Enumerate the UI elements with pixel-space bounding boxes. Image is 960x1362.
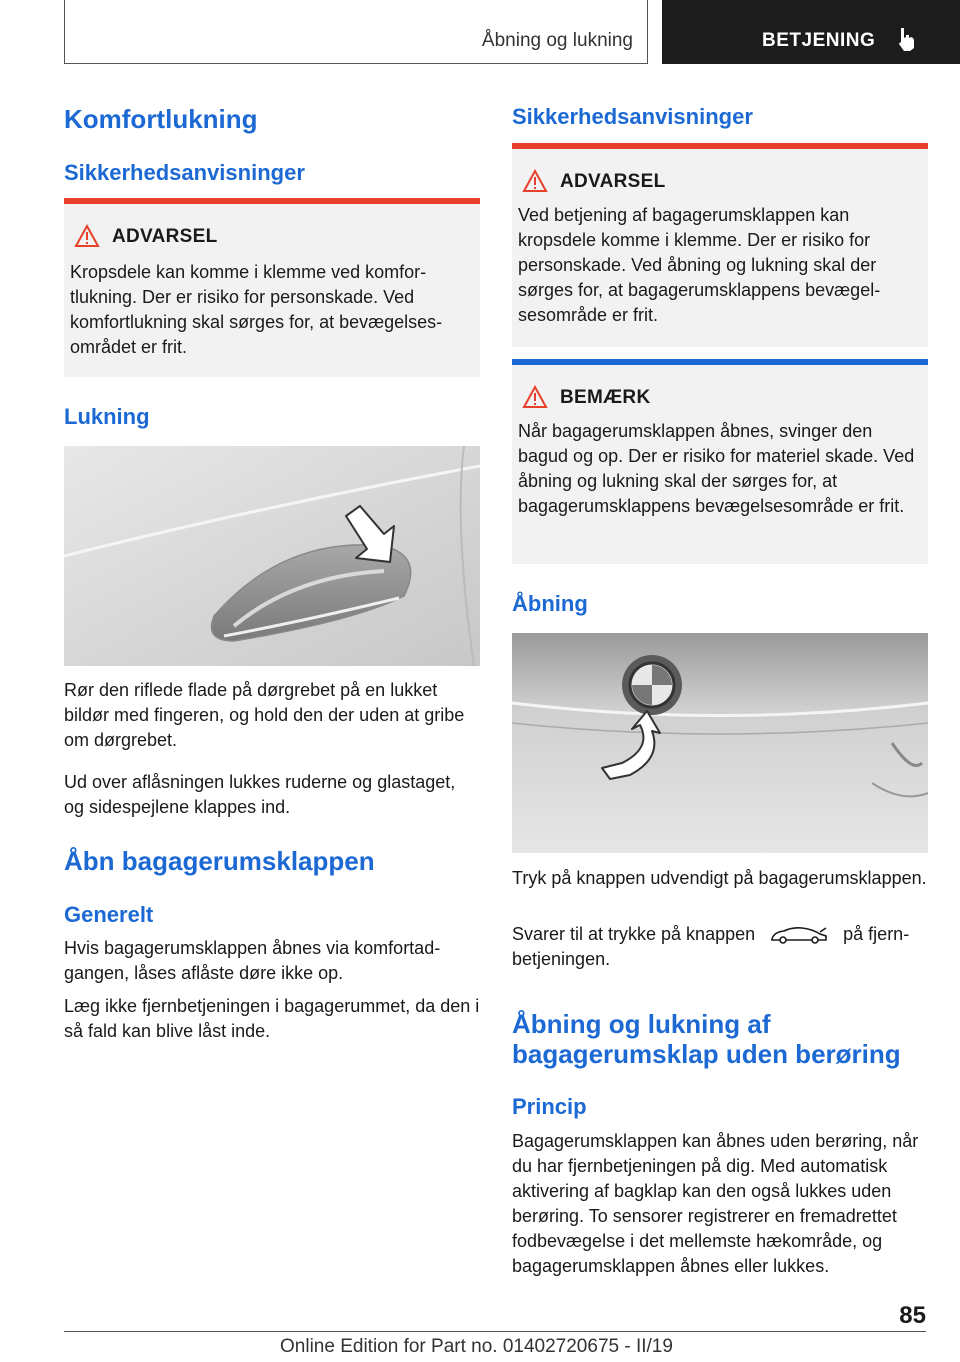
opening-text-2: [512, 922, 928, 972]
safety-heading-right: Sikkerhedsanvisninger: [512, 104, 753, 129]
touchless-heading-line-1: Åbning og lukning af: [512, 1009, 771, 1039]
hand-pointer-icon: [896, 26, 918, 52]
notice-bar: [512, 359, 928, 365]
general-text-1: Hvis bagagerumsklappen åbnes via komfortadgangen, låses aflåste døre ikke op.: [64, 938, 441, 983]
open-trunk-heading: Åbn bagagerumsklappen: [64, 846, 375, 876]
opening-text-2-a: Svarer til at trykke på knappen: [512, 924, 756, 944]
closing-text-2: Ud over aflåsningen lukkes ruderne og glastaget, og sidespejlene klappes ind.: [64, 772, 456, 817]
warning-title: ADVARSEL: [560, 171, 666, 192]
notice-text: Når bagagerumsklappen åbnes, svinger den bagud og op. Der er risiko for materiel skade. Ved åbning og lukning skal der sørges for, at bagagerumsklappens bevægelsesområde er frit.: [518, 421, 915, 516]
closing-text-1: Rør den riflede flade på dørgrebet på en lukket bildør med fingeren, og hold den der uden at gribe om dørgrebet.: [64, 680, 465, 750]
warning-title: ADVARSEL: [112, 226, 218, 247]
notice-box: [512, 359, 928, 564]
trunk-button-figure: [512, 633, 928, 853]
warning-triangle-icon: [522, 169, 548, 193]
komfortlukning-heading: Komfortlukning: [64, 104, 258, 134]
warning-box-left: [64, 198, 480, 377]
page-number: 85: [899, 1302, 926, 1329]
footer-rule: [64, 1331, 926, 1332]
notice-triangle-icon: [522, 385, 548, 409]
general-text-2: Læg ikke fjernbetjeningen i bagagerummet, da den i så fald kan blive låst inde.: [64, 996, 480, 1041]
header-chapter-label: BETJENING: [762, 30, 876, 51]
edition-info: Online Edition for Part no. 01402720675 - II/19: [280, 1336, 673, 1357]
door-handle-figure: [64, 446, 480, 666]
door-handle-illustration: [64, 446, 480, 666]
trunk-button-illustration: [512, 633, 928, 853]
principle-text: Bagagerumsklappen kan åbnes uden berøring, når du har fjernbetjeningen på dig. Med automatisk aktivering af bagklap kan den også lukkes uden berøring. To sensorer registrerer en fremadrettet fodbevægelse i det mellemste hækområde, og bagagerumsklappen åbnes eller lukkes.: [512, 1131, 919, 1276]
general-heading: Generelt: [64, 902, 154, 927]
notice-title: BEMÆRK: [560, 387, 651, 408]
touchless-heading: [512, 1009, 901, 1069]
lukning-heading: Lukning: [64, 404, 150, 429]
warning-bar: [64, 198, 480, 204]
aabning-heading: Åbning: [512, 591, 588, 616]
opening-text-1: Tryk på knappen udvendigt på bagagerumsklappen.: [512, 868, 927, 888]
warning-text: Ved betjening af bagagerumsklappen kan kropsdele komme i klemme. Der er risiko for personskade. Ved åbning og lukning skal der sørges for, at bagagerumsklappens bevægelsesområde er frit.: [518, 205, 881, 325]
warning-text: Kropsdele kan komme i klemme ved komfortlukning. Der er risiko for personskade. Ved komfortlukning skal sørges for, at bevægelsesområdet er frit.: [70, 262, 443, 357]
warning-box-right: [512, 143, 928, 347]
principle-heading: Princip: [512, 1094, 587, 1119]
safety-heading-left: Sikkerhedsanvisninger: [64, 160, 305, 185]
header-section-box: [64, 0, 648, 64]
header-chapter-tab: [662, 0, 960, 64]
opening-text-2-b: på fjernbetjeningen.: [512, 924, 910, 969]
warning-bar: [512, 143, 928, 149]
touchless-heading-line-2: bagagerumsklap uden berøring: [512, 1039, 901, 1069]
car-trunk-key-icon: [768, 924, 830, 946]
header-section-title: Åbning og lukning: [481, 30, 633, 51]
warning-triangle-icon: [74, 224, 100, 248]
